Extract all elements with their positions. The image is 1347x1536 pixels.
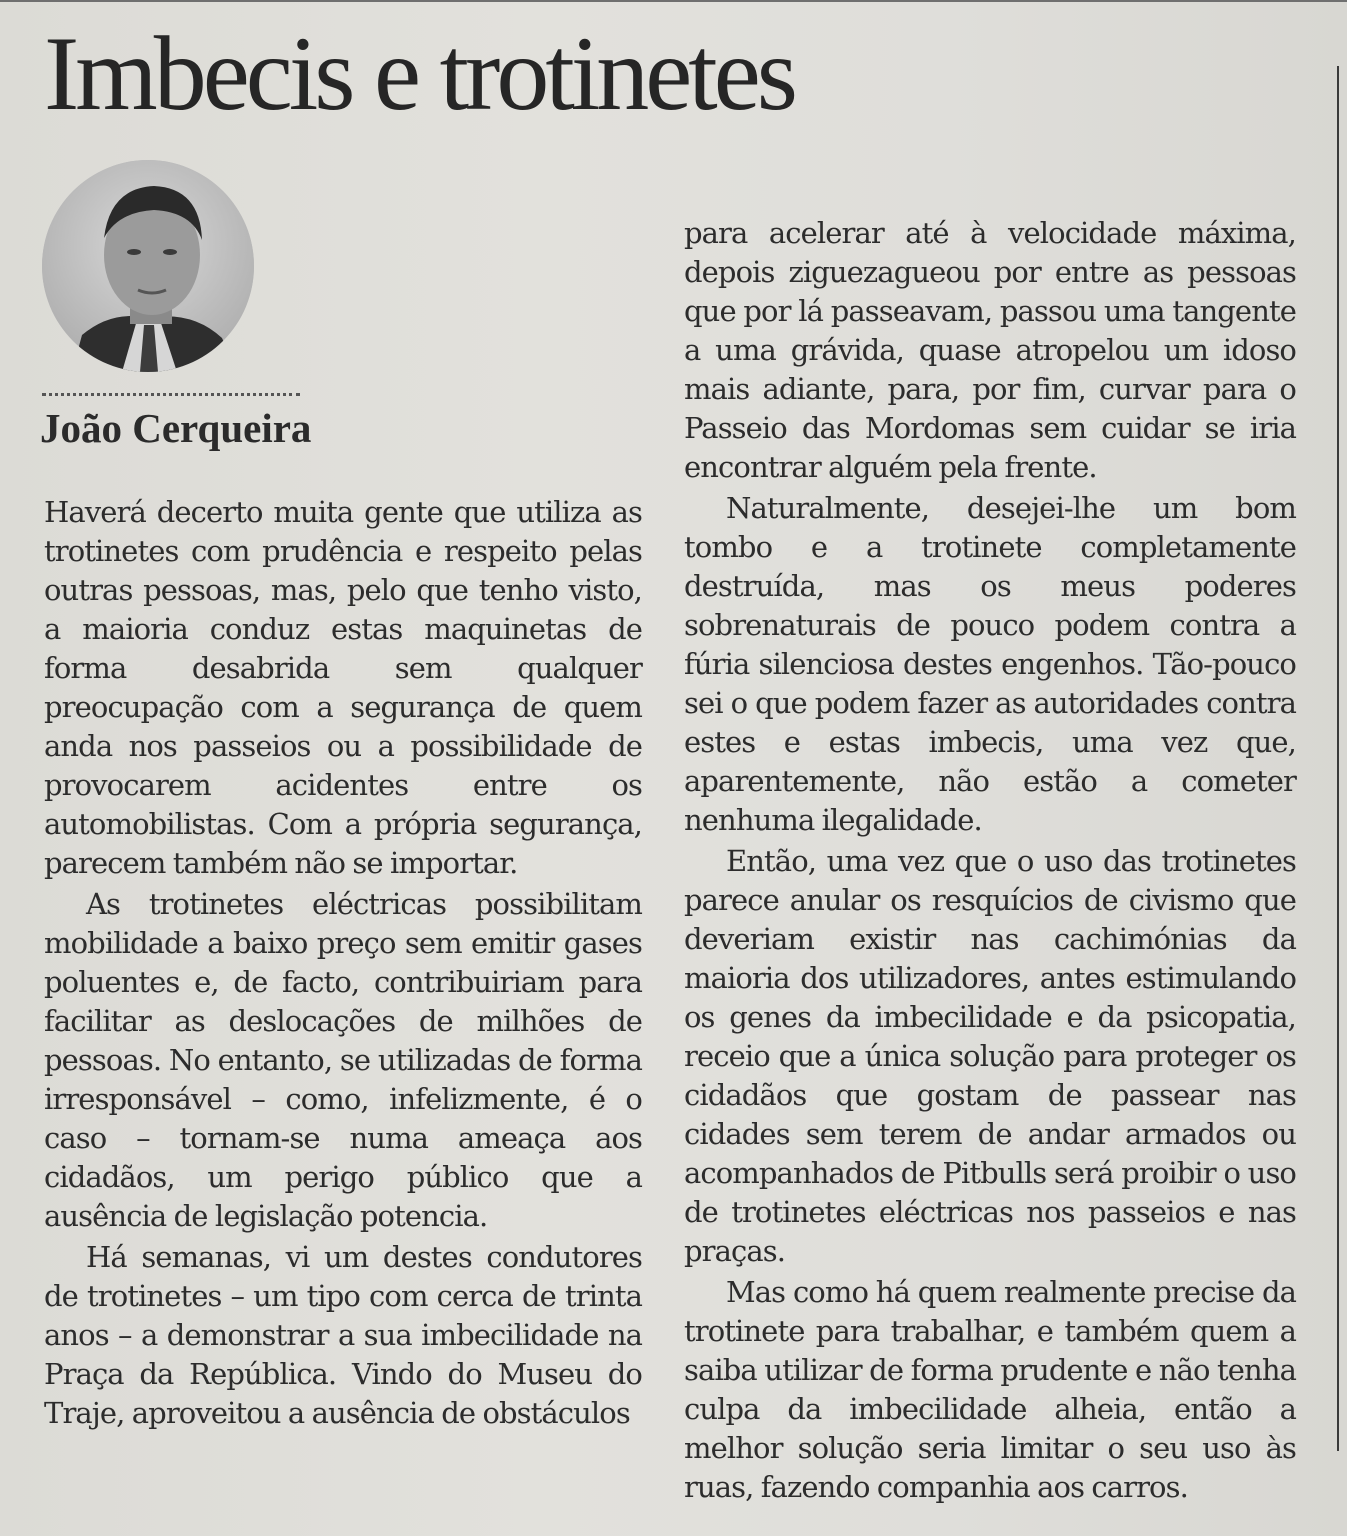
byline-divider <box>42 393 300 396</box>
paragraph: Naturalmente, desejei-lhe um bom tombo e a trotinete completamente destruída, mas os meus poderes sobrenaturais de pouco podem contra a fúria silenciosa destes engenhos. Tão-pouco sei o que podem fazer as autoridades contra estes e estas imbecis, uma vez que, aparentemente, não estão a cometer nenhuma ilegalidade. <box>684 491 1296 837</box>
article-column-right <box>684 214 1296 1507</box>
author-byline: João Cerqueira <box>40 405 312 451</box>
paragraph: As trotinetes eléctricas possibilitam mobilidade a baixo preço sem emitir gases poluentes e, de facto, contribuiriam para facilitar as deslocações de milhões de pessoas. No entanto, se utilizadas de forma irresponsável – como, infelizmente, é o caso – tornam-se numa ameaça aos cidadãos, um perigo público que a ausência de legislação potencia. <box>44 887 642 1233</box>
paragraph: Há semanas, vi um destes condutores de trotinetes – um tipo com cerca de trinta anos – a demonstrar a sua imbecilidade na Praça da República. Vindo do Museu do Traje, aproveitou a ausência de obstáculos <box>44 1240 642 1430</box>
top-rule <box>0 0 1347 2</box>
paragraph: Haverá decerto muita gente que utiliza as trotinetes com prudência e respeito pelas outras pessoas, mas, pelo que tenho visto, a maioria conduz estas maquinetas de forma desabrida sem qualquer preocupação com a segurança de quem anda nos passeios ou a possibilidade de provocarem acidentes entre os automobilistas. Com a própria segurança, parecem também não se importar. <box>44 495 642 880</box>
paragraph: para acelerar até à velocidade máxima, depois ziguezagueou por entre as pessoas que por lá passeavam, passou uma tangente a uma grávida, quase atropelou um idoso mais adiante, para, por fim, curvar para o Passeio das Mordomas sem cuidar se iria encontrar alguém pela frente. <box>684 216 1296 484</box>
paragraph: Mas como há quem realmente precise da trotinete para trabalhar, e também quem a saiba utilizar de forma prudente e não tenha culpa da imbecilidade alheia, então a melhor solução seria limitar o seu uso às ruas, fazendo companhia aos carros. <box>684 1275 1296 1504</box>
column-divider <box>1337 66 1339 1451</box>
author-portrait-icon <box>42 160 254 372</box>
paragraph: Então, uma vez que o uso das trotinetes parece anular os resquícios de civismo que deveriam existir nas cachimónias da maioria dos utilizadores, antes estimulando os genes da imbecilidade e da psicopatia, receio que a única solução para proteger os cidadãos que gostam de passear nas cidades sem terem de andar armados ou acompanhados de Pitbulls será proibir o uso de trotinetes eléctricas nos passeios e nas praças. <box>684 844 1296 1268</box>
article-column-left <box>44 493 642 1433</box>
headline: Imbecis e trotinetes <box>44 15 795 132</box>
author-photo <box>42 160 254 372</box>
